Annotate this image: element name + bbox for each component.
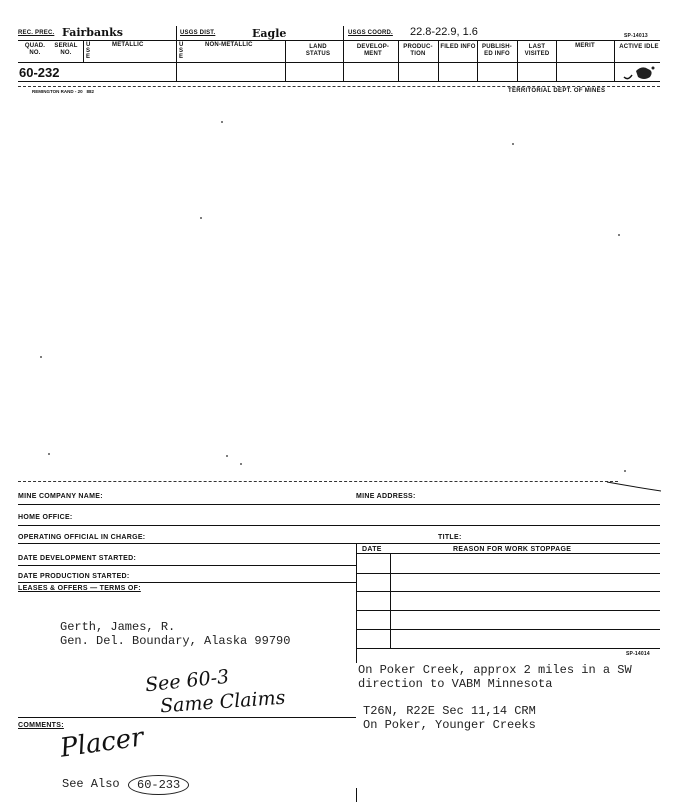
rule: [356, 591, 660, 592]
pen-stroke-icon: [605, 479, 665, 493]
department-label: TERRITORIAL DEPT. OF MINES: [508, 88, 606, 94]
usgs-dist-value: Eagle: [252, 27, 287, 40]
operating-official-label: OPERATING OFFICIAL IN CHARGE:: [18, 534, 146, 541]
stoppage-date-divider: [390, 553, 391, 648]
quad-no-label: QUAD. NO.: [24, 43, 46, 56]
development-label: DEVELOP- MENT: [356, 44, 390, 57]
divider: [343, 26, 344, 81]
comments-label: COMMENTS:: [18, 722, 64, 729]
non-metallic-label: NON-METALLIC: [205, 42, 253, 48]
rule: [18, 582, 356, 583]
divider: [477, 40, 478, 81]
divider: [438, 40, 439, 81]
usgs-dist-label: USGS DIST.: [180, 30, 216, 36]
township-line-1: T26N, R22E Sec 11,14 CRM: [363, 704, 536, 718]
serial-no-label: SERIAL NO.: [54, 43, 78, 56]
land-status-label: LAND STATUS: [305, 44, 331, 57]
see-also-prefix: See Also: [62, 777, 120, 791]
ink-blot-icon: [620, 63, 660, 83]
published-info-label: PUBLISH- ED INFO: [482, 44, 512, 57]
mine-company-name-label: MINE COMPANY NAME:: [18, 493, 103, 500]
rule: [356, 553, 660, 554]
owner-address: Gen. Del. Boundary, Alaska 99790: [60, 634, 291, 648]
rule: [18, 717, 356, 718]
rule: [356, 648, 660, 649]
bottom-stub: [356, 788, 357, 802]
location-line-1: On Poker Creek, approx 2 miles in a SW: [358, 663, 632, 677]
divider: [83, 40, 84, 62]
divider: [398, 40, 399, 81]
township-line-2: On Poker, Younger Creeks: [363, 718, 536, 732]
usgs-coord-label: USGS COORD.: [348, 30, 393, 36]
stoppage-reason-label: REASON FOR WORK STOPPAGE: [453, 546, 572, 553]
handwritten-comment: Placer: [58, 722, 146, 764]
mine-address-label: MINE ADDRESS:: [356, 493, 416, 500]
home-office-label: HOME OFFICE:: [18, 514, 73, 521]
title-label: TITLE:: [438, 534, 462, 541]
filed-info-label: FILED INFO: [440, 44, 476, 50]
form-number-2: SP-14014: [626, 651, 650, 657]
date-development-label: DATE DEVELOPMENT STARTED:: [18, 555, 137, 562]
leases-label: LEASES & OFFERS — TERMS OF:: [18, 585, 141, 592]
rule: [356, 629, 660, 630]
header-dashed-rule: [18, 86, 660, 87]
location-line-2: direction to VABM Minnesota: [358, 677, 553, 691]
header-bottom-rule: [18, 81, 660, 82]
merit-label: MERIT: [575, 43, 595, 49]
header-top-rule: [18, 40, 660, 41]
active-idle-label: ACTIVE IDLE: [619, 44, 659, 50]
metallic-label: METALLIC: [112, 42, 144, 48]
form-number: SP-14013: [624, 33, 648, 39]
last-visited-label: LAST VISITED: [524, 44, 550, 57]
use-nonmetallic-letters: U S E: [179, 42, 184, 60]
owner-name: Gerth, James, R.: [60, 620, 176, 634]
handwritten-same-claims: Same Claims: [159, 686, 287, 718]
stoppage-left-border: [356, 543, 357, 663]
header-mid-rule: [18, 62, 660, 63]
production-label: PRODUC- TION: [403, 44, 433, 57]
rule: [18, 565, 356, 566]
use-metallic-letters: U S E: [86, 42, 91, 60]
handwritten-see-note: See 60-3: [144, 665, 231, 697]
divider: [556, 40, 557, 81]
divider: [614, 40, 615, 81]
lower-dashed-rule: [18, 481, 618, 482]
rec-prec-label: REC. PREC.: [18, 30, 55, 36]
rule: [18, 525, 660, 526]
divider: [517, 40, 518, 81]
printer-mark: REMINGTON RAND - 20 882: [32, 89, 94, 94]
rec-prec-value: Fairbanks: [62, 26, 123, 39]
see-also-value: 60-233: [128, 775, 189, 795]
divider: [176, 26, 177, 81]
usgs-coord-value: 22.8-22.9, 1.6: [410, 26, 478, 38]
rule: [356, 573, 660, 574]
rule: [18, 543, 660, 544]
stoppage-date-label: DATE: [362, 546, 382, 553]
record-number: 60-232: [19, 65, 60, 80]
rule: [356, 610, 660, 611]
rule: [18, 504, 660, 505]
divider: [285, 40, 286, 81]
date-production-label: DATE PRODUCTION STARTED:: [18, 573, 130, 580]
